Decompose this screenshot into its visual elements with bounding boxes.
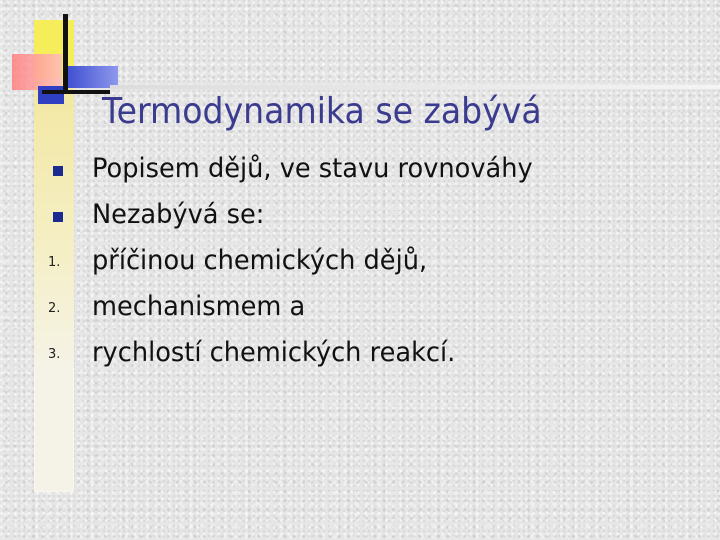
decorative-red-block xyxy=(12,54,62,90)
slide-title: Termodynamika se zabývá xyxy=(102,91,542,132)
square-bullet-icon xyxy=(53,212,63,222)
list-item-text: rychlostí chemických reakcí. xyxy=(92,337,456,368)
decorative-vertical-line xyxy=(63,14,68,94)
list-item-text: příčinou chemických dějů, xyxy=(92,245,428,276)
list-number: 1. xyxy=(48,255,61,270)
list-item xyxy=(0,287,720,333)
square-bullet-icon xyxy=(53,166,63,176)
list-item xyxy=(0,149,720,195)
list-number: 3. xyxy=(48,347,61,362)
list-number: 2. xyxy=(48,301,61,316)
list-item-text: Popisem dějů, ve stavu rovnováhy xyxy=(92,153,533,184)
list-item xyxy=(0,241,720,287)
list-item xyxy=(0,195,720,241)
decorative-blue-square xyxy=(38,86,64,104)
list-item xyxy=(0,333,720,379)
decorative-horizontal-line xyxy=(42,90,110,94)
list-item-text: mechanismem a xyxy=(92,291,306,322)
list-item-text: Nezabývá se: xyxy=(92,199,265,230)
